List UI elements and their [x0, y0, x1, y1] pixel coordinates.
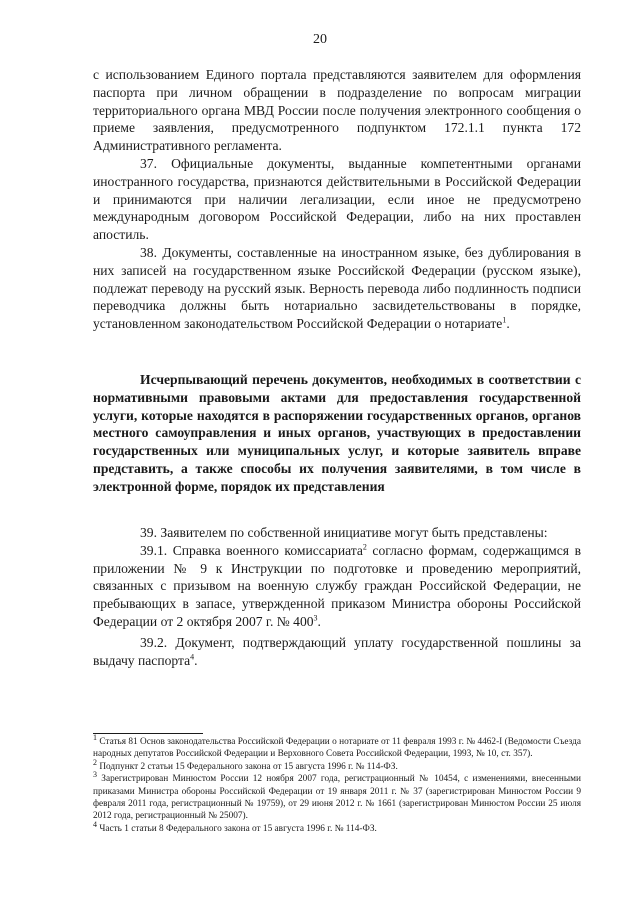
paragraph-39-1-end: .	[317, 613, 321, 629]
footnote-ref-3: 3	[313, 613, 318, 623]
footnote-4-mark: 4	[93, 819, 97, 829]
page-number: 20	[313, 32, 327, 47]
section-heading	[93, 371, 581, 496]
footnote-separator	[93, 733, 203, 734]
paragraph-39: 39. Заявителем по собственной инициативе могут быть представлены:	[140, 525, 548, 540]
footnote-ref-1: 1	[502, 315, 507, 325]
paragraph-38: 38. Документы, составленные на иностранном языке, без дублирования в них записей на государственном языке Российской Федерации (русском языке), подлежат переводу на русский язык. Верность перевода либо подлинность подписи переводчика должны быть нотариально засвидетельствованы в порядке, установленном законодательством Российской Федерации о нотариате$^1$.	[93, 244, 581, 332]
footnote-ref-2: 2	[362, 542, 367, 552]
paragraph-39-1-start: 39.1. Справка военного комиссариата	[140, 542, 363, 558]
paragraph-39-2-text: 39.2. Документ, подтверждающий уплату государственной пошлины за выдачу паспорта	[93, 634, 581, 668]
footnote-1	[93, 732, 581, 761]
footnote-2-text: Подпункт 2 статьи 15 Федерального закона от 15 августа 1996 г. № 114-ФЗ.	[97, 761, 398, 772]
section-heading-text: Исчерпывающий перечень документов, необходимых в соответствии с нормативными правовыми актами для предоставления государственной услуги, которые находятся в распоряжении государственных органов, органов местного самоуправления и иных органов, участвующих в предоставлении государственных или муниципальных услуг, и которые заявитель вправе представить, а также способы их получения заявителями, в том числе в электронной форме, порядок их представления	[93, 372, 581, 494]
footnote-4-text: Часть 1 статьи 8 Федерального закона от 15 августа 1996 г. № 114-ФЗ.	[97, 823, 377, 834]
footnote-1-text: Статья 81 Основ законодательства Российской Федерации о нотариате от 11 февраля 1993 г. № 4462-I (Ведомости Съезда народных депутатов Российской Федерации и Верховного Совета Российской Федерации, 1993, № 10, ст. 357).	[93, 737, 581, 760]
main-text-top	[93, 66, 581, 333]
footnote-2-mark: 2	[93, 757, 97, 767]
footnote-4	[93, 819, 581, 835]
paragraph-39-1	[93, 542, 581, 631]
footnote-3-text: Зарегистрирован Минюстом России 12 ноября 2007 года, регистрационный № 10454, с изменениями, внесенными приказами Министра обороны Российской Федерации от 19 января 2011 г. № 37 (зарегистрирован Минюстом России 9 февраля 2011 года, регистрационный № 19759), от 29 июня 2012 г. № 1661 (зарегистрирован Минюстом России 25 июля 2012 года, регистрационный № 25007).	[93, 774, 581, 822]
paragraph-39-2-end: .	[194, 652, 198, 668]
footnote-2	[93, 757, 581, 773]
footnote-ref-4: 4	[190, 652, 195, 662]
paragraph-continuation: с использованием Единого портала представляются заявителем для оформления паспорта при личном обращении в подразделение по вопросам миграции территориального органа МВД России после получения электронного сообщения о приеме заявления, предусмотренного подпунктом 172.1.1 пункта 172 Административного регламента.	[93, 67, 581, 154]
main-text-bottom	[93, 524, 581, 669]
paragraph-38-text: 38. Документы, составленные на иностранном языке, без дублирования в них записей на государственном языке Российской Федерации (русском языке), подлежат переводу на русский язык. Верность перевода либо подлинность подписи переводчика должны быть нотариально засвидетельствованы в порядке, установленном законодательством Российской Федерации о нотариате	[93, 244, 581, 332]
footnote-3-mark: 3	[93, 770, 97, 780]
paragraph-39-1-rest: согласно формам, содержащимся в приложении № 9 к Инструкции по подготовке и проведению мероприятий, связанных с призывом на военную службу граждан Российской Федерации, не пребывающих в запасе, утвержденной приказом Министра обороны Российской Федерации от 2 октября 2007 г. № 400	[93, 542, 581, 629]
footnote-3	[93, 770, 581, 823]
footnotes	[93, 732, 581, 835]
paragraph-39-2	[93, 634, 581, 670]
footnote-1-mark: 1	[93, 732, 97, 742]
paragraph-37: 37. Официальные документы, выданные компетентными органами иностранного государства, признаются действительными в Российской Федерации и принимаются при наличии легализации, если иное не предусмотрено международным договором Российской Федерации, либо на них проставлен апостиль.	[93, 155, 581, 243]
